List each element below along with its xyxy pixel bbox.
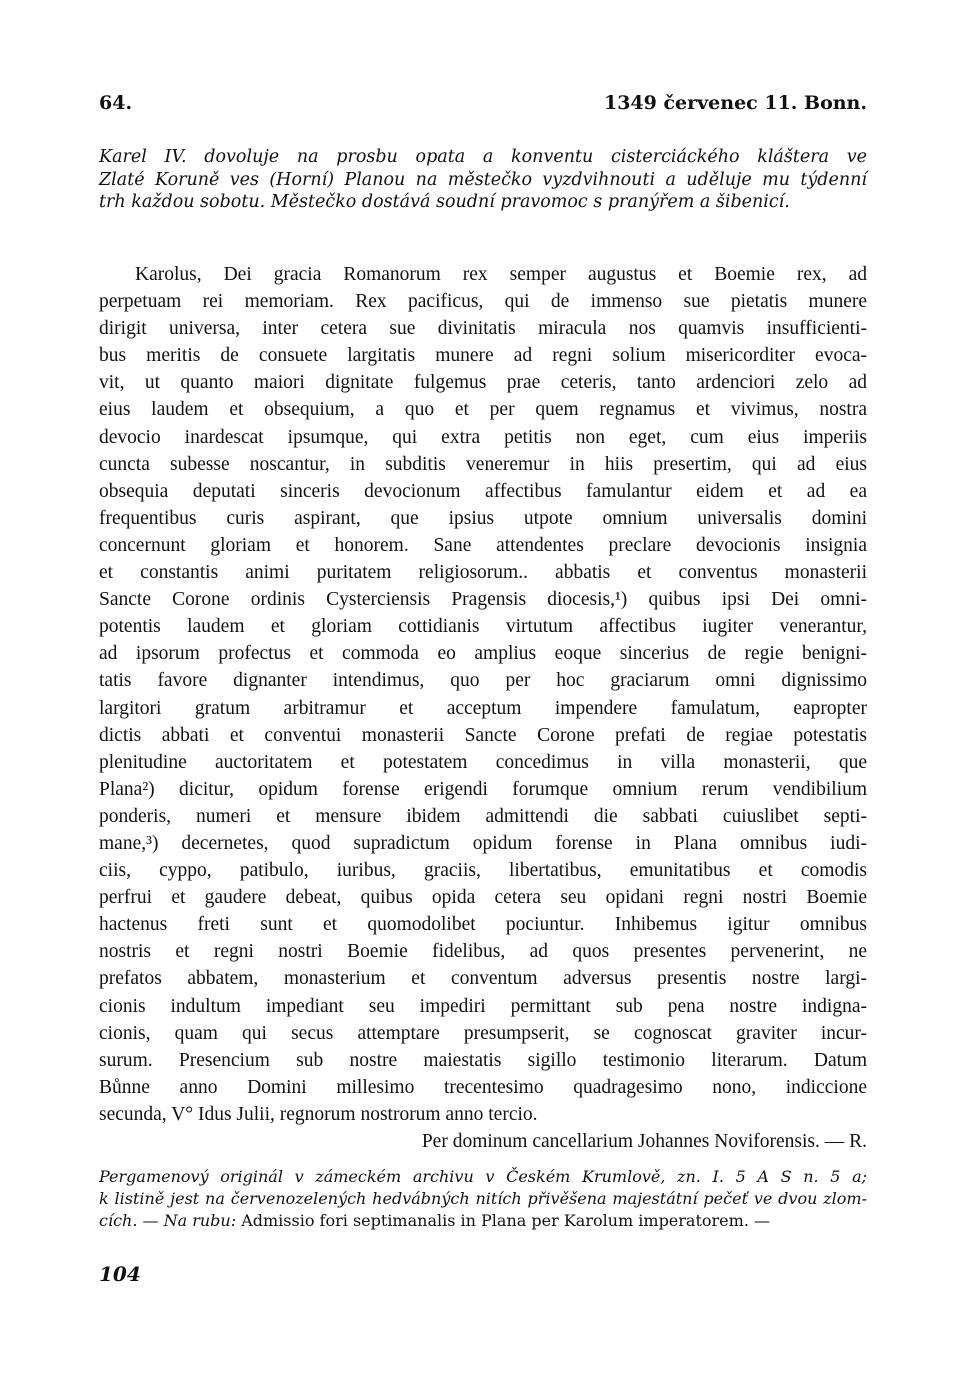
text-line: largitori gratum arbitramur et acceptum impendere famulatum, eapropter [99,697,867,719]
text-line: nostris et regni nostri Boemie fidelibus, ad quos presentes pervenerint, ne [99,941,867,963]
page-header [99,92,867,120]
text-line: cionis indultum impediant seu impediri permittant sub pena nostre indigna- [99,995,867,1017]
text-line: dictis abbati et conventui monasterii Sancte Corone prefati de regiae potestatis [99,724,867,746]
latin-charter-text [99,261,867,1155]
summary-line: Karel IV. dovoluje na prosbu opata a konventu cisterciáckého kláštera ve [99,147,867,167]
summary-line: trh každou sobotu. Městečko dostává soudní pravomoc s pranýřem a šibenicí. [99,192,790,212]
text-line: prefatos abbatem, monasterium et conventum adversus presentis nostre largi- [99,968,867,990]
text-line: bus meritis de consuete largitatis munere ad regni solium misericorditer evoca- [99,345,867,367]
text-line: perfrui et gaudere debeat, quibus opida cetera seu opidani regni nostri Boemie [99,887,867,909]
text-line: cuncta subesse noscantur, in subditis veneremur in hiis presertim, qui ad eius [99,453,867,475]
note-line [99,1210,867,1232]
text-line: eius laudem et obsequium, a quo et per quem regnamus et vivimus, nostra [99,399,867,421]
text-line: Karolus, Dei gracia Romanorum rex semper augustus et Boemie rex, ad [135,264,867,285]
text-line: plenitudine auctoritatem et potestatem concedimus in villa monasterii, que [99,751,867,773]
text-line: Plana²) dicitur, opidum forense erigendi forumque omnium rerum vendibilium [99,778,867,800]
text-line: obsequia deputati sinceris devocionum affectibus famulantur eidem et ad ea [99,480,867,502]
note-label: cích. — Na rubu: [99,1211,237,1230]
text-line: Sancte Corone ordinis Cysterciensis Pragensis diocesis,¹) quibus ipsi Dei omni- [99,589,867,611]
folio-number: 104 [99,1262,141,1286]
note-line: Pergamenový originál v zámeckém archivu v Českém Krumlově, zn. I. 5 A S n. 5 a; [99,1167,867,1186]
page-number: 64. [99,92,133,114]
text-line: concernunt gloriam et honorem. Sane attendentes preclare devocionis insignia [99,534,867,556]
text-line: hactenus freti sunt et quomodolibet pociuntur. Inhibemus igitur omnibus [99,914,867,936]
text-line: tatis favore dignanter intendimus, quo per hoc graciarum omni dignissimo [99,670,867,692]
text-line: cionis, quam qui secus attemptare presumpserit, se cognoscat graviter incur- [99,1022,867,1044]
note-line: k listině jest na červenozelených hedvábných nitích přivěšena majestátní pečeť ve dvou zlom- [99,1189,867,1208]
signoff-line: Per dominum cancellarium Johannes Noviforensis. — R. [421,1131,867,1152]
text-line: devocio inardescat ipsumque, qui extra petitis non eget, cum eius imperiis [99,426,867,448]
text-line: surum. Presencium sub nostre maiestatis sigillo testimonio literarum. Datum [99,1049,867,1071]
archival-note [99,1166,867,1232]
text-line: secunda, V° Idus Julii, regnorum nostrorum anno tercio. [99,1103,538,1125]
text-line: Bůnne anno Domini millesimo trecentesimo quadragesimo nono, indiccione [99,1076,867,1098]
text-line: potentis laudem et gloriam cottidianis virtutum affectibus iugiter venerantur, [99,616,867,638]
dateline: 1349 červenec 11. Bonn. [603,92,867,114]
summary-line: Zlaté Koruně ves (Horní) Planou na městečko vyzdvihnouti a uděluje mu týdenní [99,169,867,190]
text-line: perpetuam rei memoriam. Rex pacificus, qui de immenso sue pietatis munere [99,291,867,313]
text-line: ponderis, numeri et mensure ibidem admittendi die sabbati cuiuslibet septi- [99,805,867,827]
text-line: frequentibus curis aspirant, que ipsius utpote omnium universalis domini [99,507,867,529]
note-endorsement: Admissio fori septimanalis in Plana per Karolum imperatorem. — [236,1211,770,1230]
text-line: vit, ut quanto maiori dignitate fulgemus prae ceteris, tanto ardenciori zelo ad [99,372,867,394]
text-line: ciis, cyppo, patibulo, iuribus, graciis, libertatibus, emunitatibus et comodis [99,860,867,882]
text-line: ad ipsorum profectus et commoda eo amplius eoque sincerius de regie benigni- [99,643,867,665]
czech-summary [99,146,867,214]
text-line: dirigit universa, inter cetera sue divinitatis miracula nos quamvis insufficienti- [99,318,867,340]
text-line: mane,³) decernetes, quod supradictum opidum forense in Plana omnibus iudi- [99,832,867,854]
text-line: et constantis animi puritatem religiosorum.. abbatis et conventus monasterii [99,562,867,584]
